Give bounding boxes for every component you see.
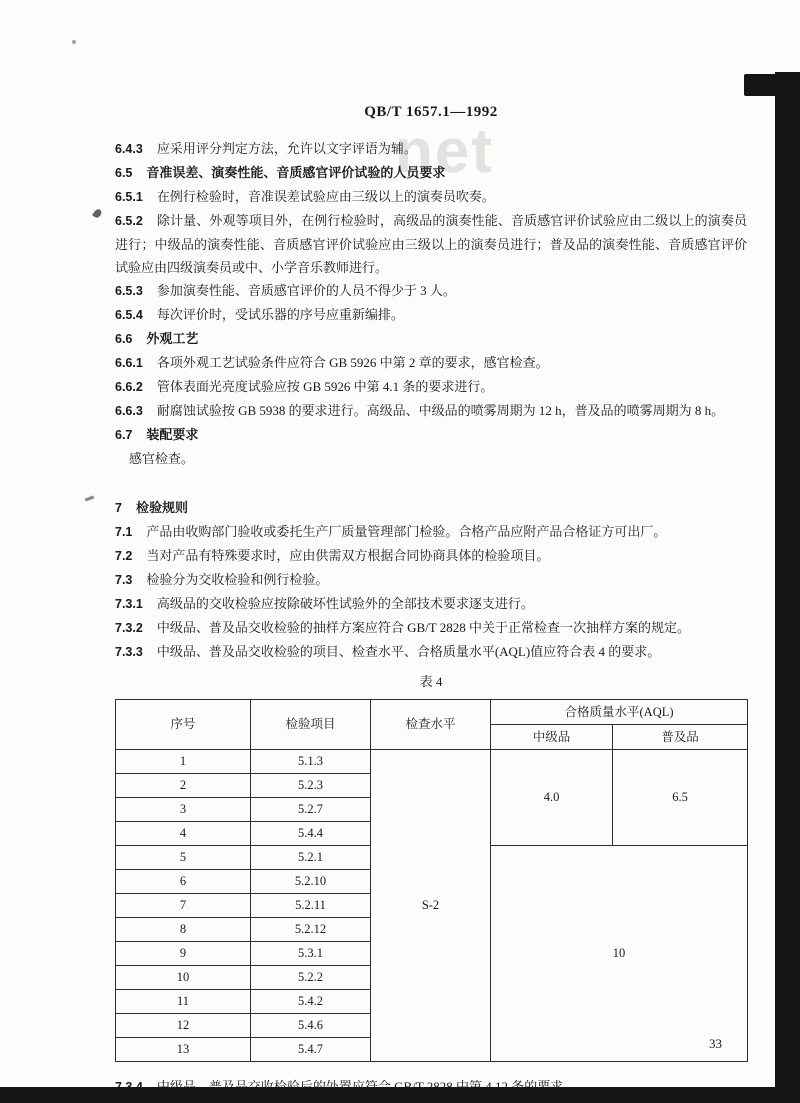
clause-number: 7.3 [115, 573, 133, 587]
table-title: 表 4 [419, 674, 443, 689]
clause-number: 6.5.1 [115, 190, 143, 204]
clause-number: 6.6.3 [115, 404, 143, 418]
cell-item: 5.2.1 [251, 846, 371, 870]
clause-number: 7.2 [115, 549, 133, 563]
table-row [116, 750, 748, 774]
cell-seq: 9 [116, 942, 251, 966]
clause-text: 在例行检验时，音准误差试验应由三级以上的演奏员吹奏。 [156, 189, 495, 204]
clause-6-5-1 [115, 185, 747, 209]
clause-7-1 [115, 520, 747, 544]
clause-number: 6.6.1 [115, 356, 143, 370]
table-header-row [116, 700, 748, 725]
cell-seq: 4 [116, 822, 251, 846]
clause-text: 中级品、普及品交收检验的项目、检查水平、合格质量水平(AQL)值应符合表 4 的要求。 [156, 644, 661, 659]
clause-text: 耐腐蚀试验按 GB 5938 的要求进行。高级品、中级品的喷雾周期为 12 h，普及品的喷雾周期为 8 h。 [156, 403, 725, 418]
clause-text: 高级品的交收检验应按除破坏性试验外的全部技术要求逐支进行。 [156, 596, 534, 611]
clause-7-3-2 [115, 616, 747, 640]
cell-aql-mid: 4.0 [491, 750, 613, 846]
scan-artifact [92, 208, 103, 219]
cell-item: 5.4.7 [251, 1038, 371, 1062]
cell-inspection-level: S-2 [371, 750, 491, 1062]
cell-item: 5.2.2 [251, 966, 371, 990]
clause-number: 6.6 [115, 332, 133, 346]
cell-item: 5.2.11 [251, 894, 371, 918]
clause-6-6 [115, 327, 747, 351]
clause-text: 产品由收购部门验收或委托生产厂质量管理部门检验。合格产品应附产品合格证方可出厂。 [146, 524, 667, 539]
scan-artifact [744, 74, 782, 96]
cell-seq: 1 [116, 750, 251, 774]
cell-item: 5.2.12 [251, 918, 371, 942]
clause-number: 7 [115, 501, 122, 515]
clause-number: 7.3.1 [115, 597, 143, 611]
cell-item: 5.2.7 [251, 798, 371, 822]
cell-seq: 10 [116, 966, 251, 990]
clause-text: 音准误差、演奏性能、音质感官评价试验的人员要求 [146, 165, 446, 180]
clause-7-3 [115, 568, 747, 592]
col-header-popular-grade: 普及品 [613, 725, 748, 750]
cell-item: 5.4.2 [251, 990, 371, 1014]
clause-text: 感官检查。 [129, 451, 195, 466]
cell-seq: 13 [116, 1038, 251, 1062]
cell-seq: 3 [116, 798, 251, 822]
clause-7 [115, 496, 747, 520]
col-header-item: 检验项目 [251, 700, 371, 750]
inspection-table [115, 699, 748, 1062]
cell-seq: 11 [116, 990, 251, 1014]
cell-item: 5.2.10 [251, 870, 371, 894]
cell-aql-pop: 6.5 [613, 750, 748, 846]
clause-7-2 [115, 544, 747, 568]
clause-number: 6.4.3 [115, 142, 143, 156]
clause-number: 6.6.2 [115, 380, 143, 394]
clause-text: 检验规则 [135, 500, 188, 515]
scan-artifact [85, 496, 94, 502]
scan-artifact [72, 40, 76, 44]
clause-text: 当对产品有特殊要求时，应由供需双方根据合同协商具体的检验项目。 [146, 548, 550, 563]
standard-number: QB/T 1657.1—1992 [364, 104, 498, 120]
col-header-level: 检查水平 [371, 700, 491, 750]
cell-item: 5.1.3 [251, 750, 371, 774]
cell-seq: 6 [116, 870, 251, 894]
cell-seq: 2 [116, 774, 251, 798]
clause-text: 各项外观工艺试验条件应符合 GB 5926 中第 2 章的要求，感官检查。 [156, 355, 549, 370]
scan-edge-right [775, 72, 800, 1103]
document-body [115, 137, 747, 1099]
col-header-mid-grade: 中级品 [491, 725, 613, 750]
table-4-block [115, 670, 747, 1062]
scan-edge-bottom [0, 1087, 800, 1103]
cell-item: 5.2.3 [251, 774, 371, 798]
clause-number: 6.5.2 [115, 214, 143, 228]
clause-6-6-3 [115, 399, 747, 423]
clause-6-5-2 [115, 209, 747, 279]
clause-7-3-1 [115, 592, 747, 616]
clause-text: 装配要求 [146, 427, 199, 442]
clause-6-7-note [115, 447, 747, 471]
clause-text: 应采用评分判定方法，允许以文字评语为辅。 [156, 141, 417, 156]
col-header-seq: 序号 [116, 700, 251, 750]
cell-aql-rest: 10 [491, 846, 748, 1062]
col-header-aql: 合格质量水平(AQL) [491, 700, 748, 725]
clause-6-6-2 [115, 375, 747, 399]
clause-text: 中级品、普及品交收检验的抽样方案应符合 GB/T 2828 中关于正常检查一次抽样方案的规定。 [156, 620, 690, 635]
clause-6-5 [115, 161, 747, 185]
clause-number: 6.5.3 [115, 284, 143, 298]
cell-item: 5.3.1 [251, 942, 371, 966]
cell-seq: 5 [116, 846, 251, 870]
clause-6-4-3 [115, 137, 747, 161]
clause-text: 检验分为交收检验和例行检验。 [146, 572, 329, 587]
clause-6-7 [115, 423, 747, 447]
clause-6-5-3 [115, 279, 747, 303]
clause-text: 每次评价时，受试乐器的序号应重新编排。 [156, 307, 404, 322]
clause-6-6-1 [115, 351, 747, 375]
clause-7-3-3 [115, 640, 747, 664]
clause-text: 除计量、外观等项目外，在例行检验时，高级品的演奏性能、音质感官评价试验应由二级以上的演奏员进行；中级品的演奏性能、音质感官评价试验应由三级以上的演奏员进行；普及品的演奏性能、音质感官评价试验应由四级演奏员或中、小学音乐教师进行。 [115, 213, 747, 275]
clause-text: 参加演奏性能、音质感官评价的人员不得少于 3 人。 [156, 283, 456, 298]
clause-text: 管体表面光亮度试验应按 GB 5926 中第 4.1 条的要求进行。 [156, 379, 494, 394]
clause-number: 6.5.4 [115, 308, 143, 322]
watermark: net [395, 117, 494, 186]
cell-seq: 7 [116, 894, 251, 918]
clause-text: 外观工艺 [146, 331, 199, 346]
clause-number: 7.3.2 [115, 621, 143, 635]
clause-6-5-4 [115, 303, 747, 327]
clause-number: 7.1 [115, 525, 133, 539]
cell-seq: 12 [116, 1014, 251, 1038]
cell-item: 5.4.6 [251, 1014, 371, 1038]
page-number: 33 [709, 1036, 722, 1051]
cell-item: 5.4.4 [251, 822, 371, 846]
cell-seq: 8 [116, 918, 251, 942]
clause-number: 7.3.3 [115, 645, 143, 659]
clause-number: 6.7 [115, 428, 133, 442]
clause-number: 6.5 [115, 166, 133, 180]
